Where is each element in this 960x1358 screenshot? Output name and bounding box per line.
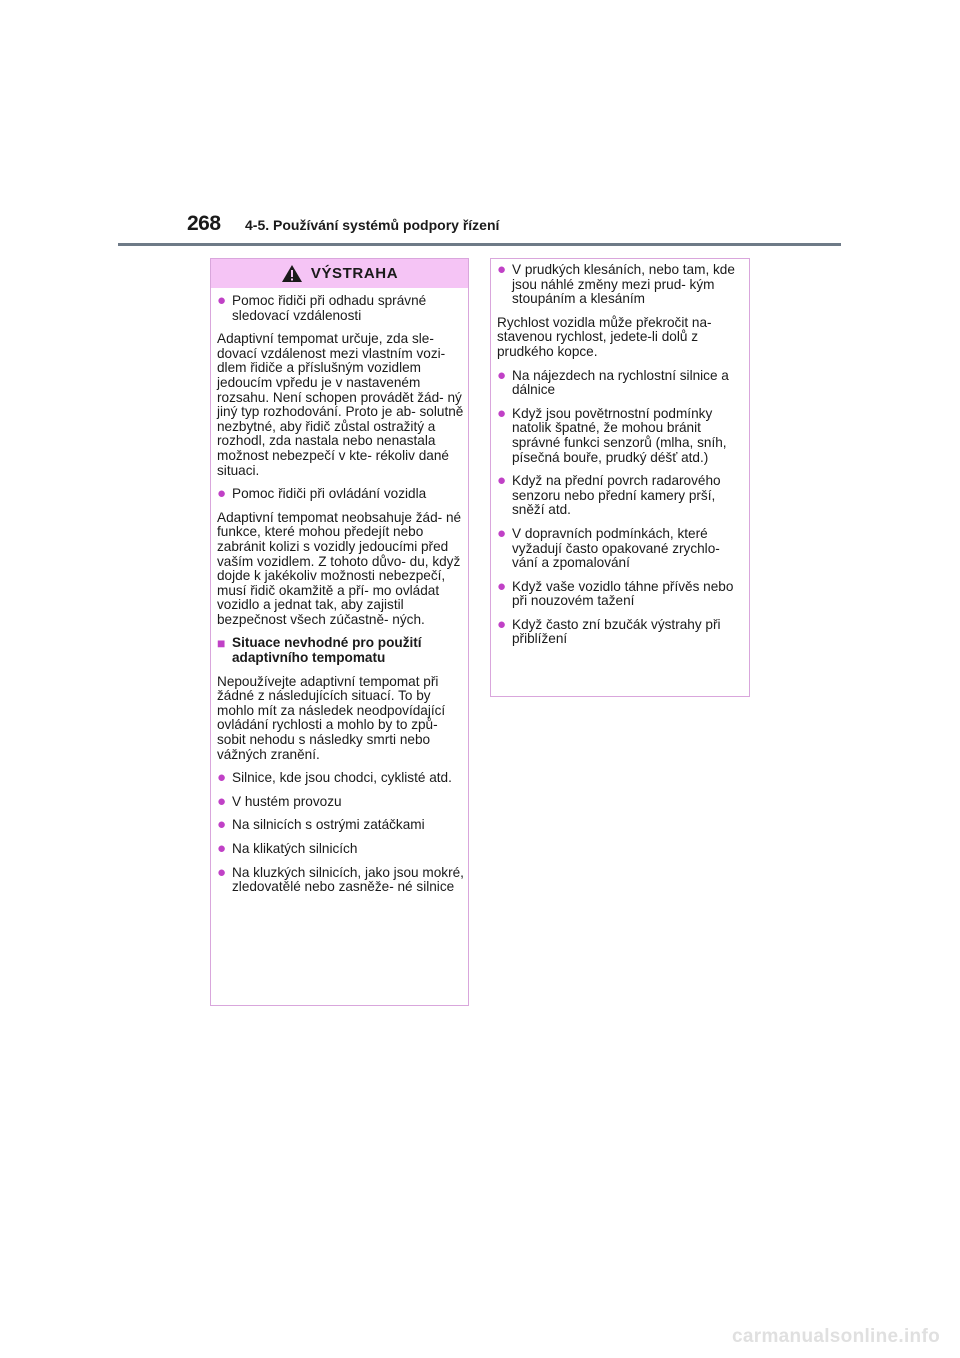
warning-triangle-icon bbox=[281, 264, 303, 283]
list-item bbox=[217, 792, 464, 810]
paragraph: Nepoužívejte adaptivní tempomat při žádné z následujících situací. To by mohlo mít za následek neodpovídající ovládání rychlosti a mohlo by to způ- sobit nehodu s následky smrti nebo vážných zranění. bbox=[217, 673, 446, 762]
list-item-text: Na nájezdech na rychlostní silnice a dálnice bbox=[512, 367, 729, 398]
warning-header bbox=[211, 259, 468, 288]
paragraph: Adaptivní tempomat určuje, zda sle- dovací vzdálenost mezi vlastním vozi- dlem řidiče a příslušným vozidlem jedoucím vpředu je v nastaveném rozsahu. Není schopen provádět žád- ný jiný typ rozhodování. Proto je ab- solutně nezbytné, aby řidič zůstal ostražitý a rozhodl, zda nastala nebo nenastala možnost nebezpečí v kte- rékoliv dané situaci. bbox=[217, 331, 464, 478]
warning-box-left bbox=[210, 258, 469, 1006]
circle-bullet-icon: ● bbox=[217, 816, 227, 834]
list-item bbox=[497, 366, 745, 398]
circle-bullet-icon: ● bbox=[217, 792, 227, 810]
bullet-text: Pomoc řidiči při ovládání vozidla bbox=[232, 486, 427, 502]
circle-bullet-icon: ● bbox=[497, 615, 507, 633]
list-item bbox=[217, 818, 464, 833]
circle-bullet-icon: ● bbox=[497, 261, 507, 278]
subheading-text: Situace nevhodné pro použití adaptivního tempomatu bbox=[232, 635, 422, 666]
watermark[interactable]: carmanualsonline.info bbox=[732, 1326, 940, 1347]
list-item-text: V prudkých klesáních, nebo tam, kde jsou náhlé změny mezi prud- kým stoupáním a klesáním bbox=[512, 262, 735, 307]
list-item-text: Když často zní bzučák výstrahy při přiblížení bbox=[512, 616, 721, 647]
bullet-text: Pomoc řidiči při odhadu správné sledovací vzdálenosti bbox=[232, 293, 427, 323]
paragraph: Rychlost vozidla může překročit na- stavenou rychlost, jedete-li dolů z prudkého kopce. bbox=[497, 314, 712, 359]
warning-content-right bbox=[491, 259, 749, 647]
circle-bullet-icon: ● bbox=[217, 769, 227, 787]
list-item bbox=[217, 842, 464, 857]
page-number: 268 bbox=[187, 212, 221, 235]
list-item bbox=[497, 474, 745, 518]
circle-bullet-icon: ● bbox=[497, 577, 507, 595]
header-divider bbox=[118, 243, 841, 246]
circle-bullet-icon: ● bbox=[217, 840, 227, 857]
list-item bbox=[497, 524, 745, 571]
list-item-text: V dopravních podmínkách, které vyžadují často opakované zrychlo- vání a zpomalování bbox=[512, 525, 720, 571]
circle-bullet-icon: ● bbox=[497, 366, 507, 384]
warning-box-right bbox=[490, 258, 750, 697]
list-item bbox=[497, 615, 745, 647]
bullet-item bbox=[217, 294, 464, 323]
list-item-text: Na klikatých silnicích bbox=[232, 841, 358, 856]
warning-content-left bbox=[211, 288, 468, 895]
list-item bbox=[497, 263, 745, 307]
circle-bullet-icon: ● bbox=[497, 472, 507, 490]
circle-bullet-icon: ● bbox=[217, 485, 227, 503]
square-bullet-icon: ■ bbox=[217, 635, 226, 652]
warning-title: VÝSTRAHA bbox=[310, 265, 399, 282]
list-item-text: Když jsou povětrnostní podmínky natolik špatné, že mohou bránit správné funkci senzorů (mlha, sníh, písečná bouře, prudký déšť atd.) bbox=[512, 405, 727, 465]
list-item bbox=[217, 863, 464, 895]
circle-bullet-icon: ● bbox=[217, 863, 227, 881]
list-item bbox=[497, 577, 745, 609]
list-item-text: V hustém provozu bbox=[232, 793, 342, 809]
list-item-text: Na silnicích s ostrými zatáčkami bbox=[232, 817, 425, 833]
paragraph: Adaptivní tempomat neobsahuje žád- né funkce, které mohou předejít nebo zabránit kolizi s vozidly jedoucími před vaším vozidlem. Z tohoto důvo- du, když dojde k jakékoliv možnosti nebezpečí, musí řidič okamžitě a pří- mo ovládat vozidlo a jednat tak, aby zajistil bezpečnost všech zúčastně- ných. bbox=[217, 509, 462, 627]
subheading bbox=[217, 636, 464, 665]
list-item bbox=[217, 771, 464, 786]
list-item-text: Když na přední povrch radarového senzoru nebo přední kamery prší, sněží atd. bbox=[512, 473, 721, 518]
list-item-text: Silnice, kde jsou chodci, cyklisté atd. bbox=[232, 770, 452, 786]
list-item bbox=[497, 404, 745, 465]
circle-bullet-icon: ● bbox=[497, 524, 507, 542]
circle-bullet-icon: ● bbox=[217, 292, 227, 309]
list-item-text: Když vaše vozidlo táhne přívěs nebo při nouzovém tažení bbox=[512, 578, 734, 609]
section-title: 4-5. Používání systémů podpory řízení bbox=[245, 217, 500, 233]
list-item-text: Na kluzkých silnicích, jako jsou mokré, zledovatělé nebo zasněže- né silnice bbox=[232, 864, 464, 895]
bullet-item bbox=[217, 487, 464, 502]
circle-bullet-icon: ● bbox=[497, 404, 507, 422]
